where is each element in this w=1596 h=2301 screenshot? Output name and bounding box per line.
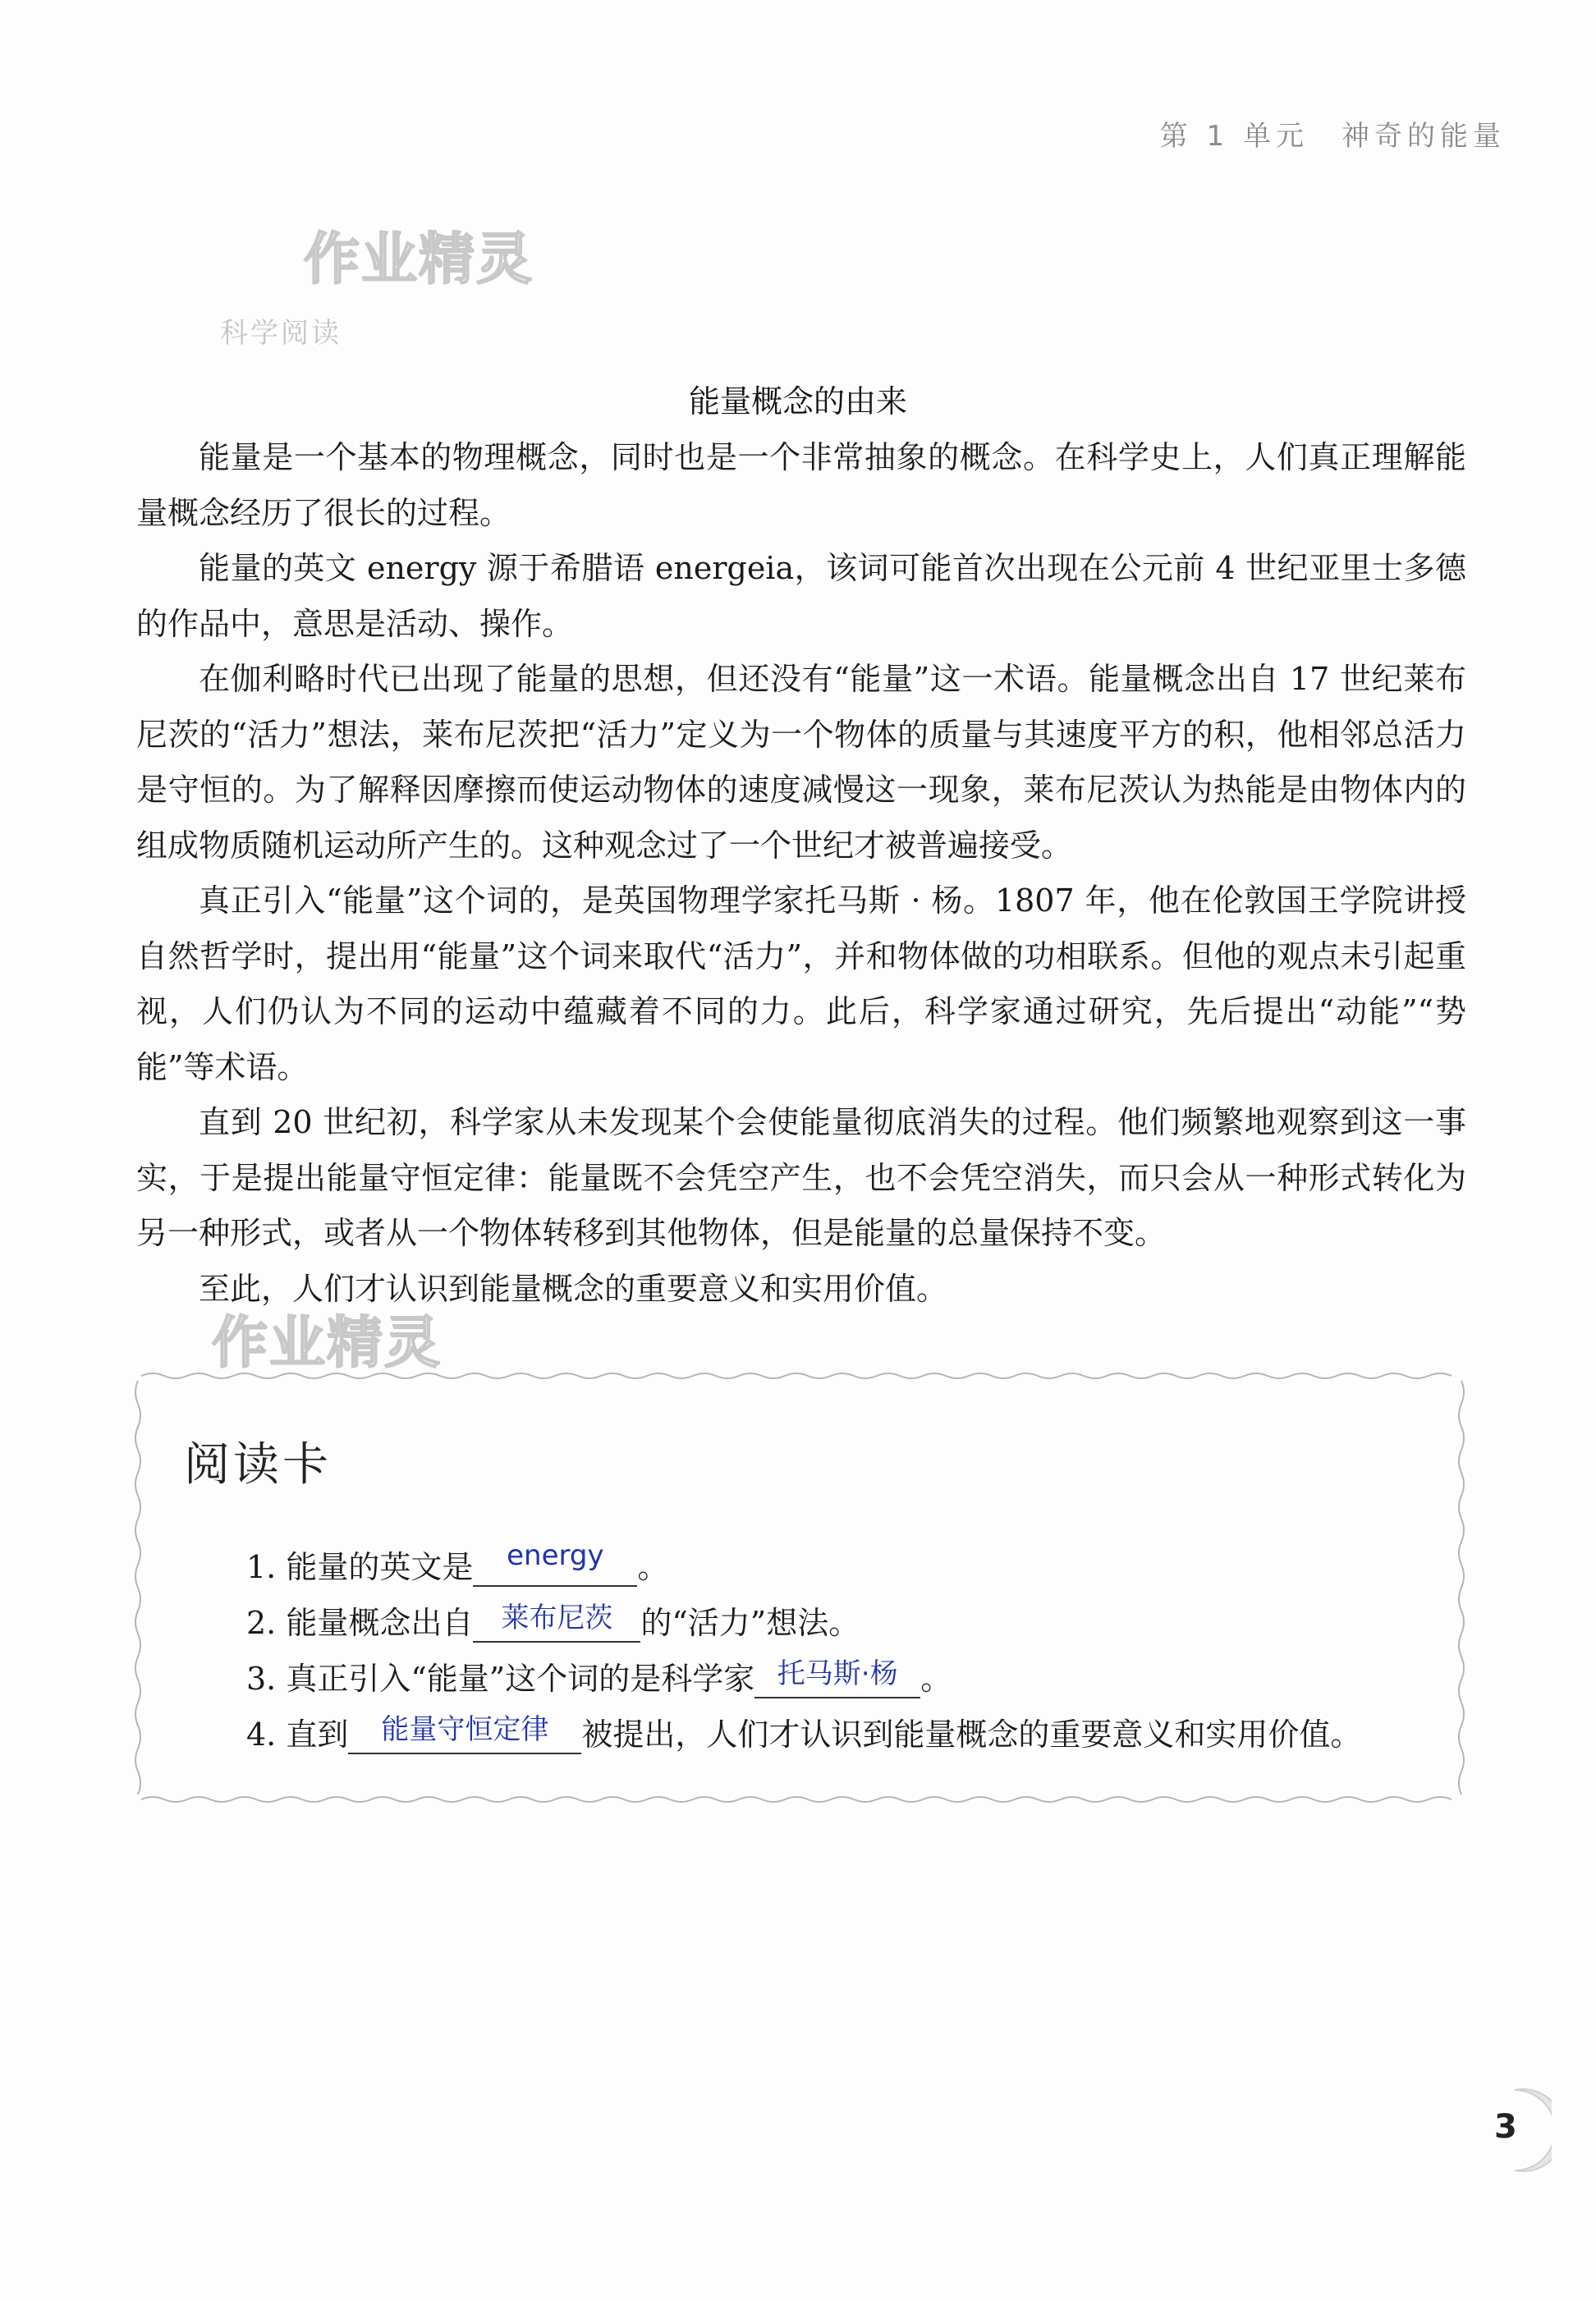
question-text: 3. 真正引入“能量”这个词的是科学家: [246, 1661, 755, 1697]
section-tag: 科学阅读: [220, 317, 342, 350]
article-title: 能量概念的由来: [688, 383, 907, 419]
page-number: 3: [1494, 2108, 1517, 2146]
unit-header: [1160, 113, 1506, 154]
article-paragraph: 至此，人们才认识到能量概念的重要意义和实用价值。: [199, 1270, 948, 1307]
article-paragraph: 在伽利略时代已出现了能量的思想，但还没有“能量”这一术语。能量概念出自 17 世纪莱布尼茨的“活力”想法，莱布尼茨把“活力”定义为一个物体的质量与其速度平方的积，他相邻总活力是守恒的。为了解释因摩擦而使运动物体的速度减慢这一现象，莱布尼茨认为热能是由物体内的组成物质随机运动所产生的。这种观念过了一个世纪才被普遍接受。: [136, 661, 1466, 864]
watermark: 作业精灵: [304, 227, 534, 292]
answer-blank: [473, 1539, 637, 1587]
article-body: [136, 430, 1466, 1317]
question-text: 1. 能量的英文是: [246, 1549, 474, 1585]
question-text: 被提出，人们才认识到能量概念的重要意义和实用价值。: [581, 1717, 1362, 1753]
handwritten-answer: 莱布尼茨: [501, 1602, 613, 1634]
article-paragraph: 直到 20 世纪初，科学家从未发现某个会使能量彻底消失的过程。他们频繁地观察到这一事实，于是提出能量守恒定律：能量既不会凭空产生，也不会凭空消失，而只会从一种形式转化为另一种形式，或者从一个物体转移到其他物体，但是能量的总量保持不变。: [136, 1104, 1466, 1251]
handwritten-answer: energy: [507, 1539, 604, 1572]
question-text: 4. 直到: [246, 1717, 349, 1753]
unit-label: 第 1 单元: [1159, 120, 1309, 153]
article-paragraph: 能量的英文 energy 源于希腊语 energeia，该词可能首次出现在公元前 4 世纪亚里士多德的作品中，意思是活动、操作。: [136, 550, 1466, 642]
answer-blank: [473, 1602, 640, 1643]
question-text: 。: [637, 1549, 669, 1585]
question-text: 2. 能量概念出自: [246, 1605, 474, 1641]
answer-blank: [348, 1713, 581, 1754]
answer-blank: [754, 1657, 920, 1698]
question-text: 的“活力”想法。: [640, 1605, 860, 1641]
reading-card-title: 阅读卡: [184, 1438, 332, 1492]
card-question: [246, 1539, 669, 1587]
question-text: 。: [920, 1661, 952, 1697]
handwritten-answer: 能量守恒定律: [381, 1713, 549, 1746]
card-question: [246, 1653, 952, 1698]
card-question: [246, 1597, 860, 1643]
watermark: 作业精灵: [212, 1311, 443, 1376]
article-paragraph: 真正引入“能量”这个词的，是英国物理学家托马斯 · 杨。1807 年，他在伦敦国王学院讲授自然哲学时，提出用“能量”这个词来取代“活力”，并和物体做的功相联系。但他的观点未引起重视，人们仍认为不同的运动中蕴藏着不同的力。此后，科学家通过研究，先后提出“动能”“势能”等术语。: [136, 882, 1466, 1085]
handwritten-answer: 托马斯·杨: [777, 1657, 898, 1690]
article-paragraph: 能量是一个基本的物理概念，同时也是一个非常抽象的概念。在科学史上，人们真正理解能量概念经历了很长的过程。: [136, 439, 1466, 531]
card-question: [246, 1709, 1361, 1754]
unit-topic: 神奇的能量: [1341, 120, 1506, 153]
